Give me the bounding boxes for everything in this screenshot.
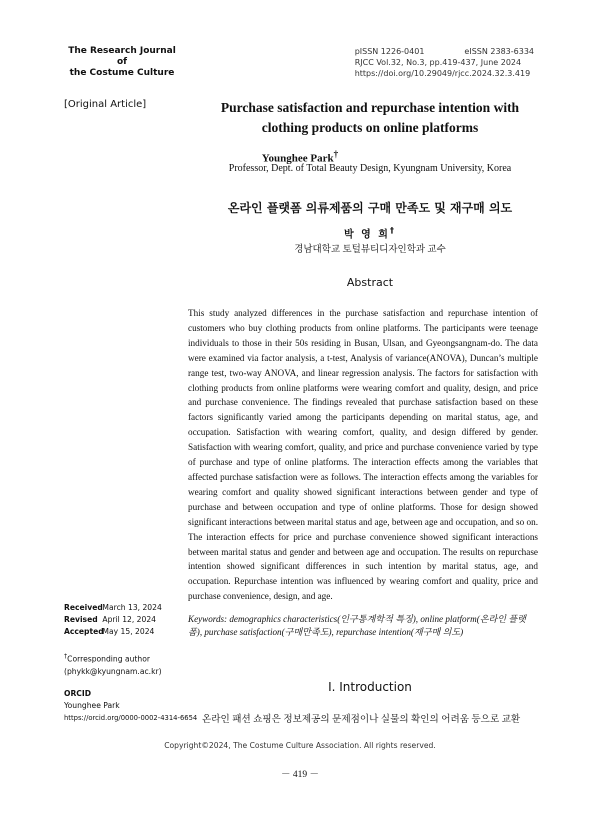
korean-author-name: 박 영 희 [343,229,390,241]
keywords-label: Keywords: [188,614,228,624]
korean-author-mark: † [389,225,397,235]
received-date: March 13, 2024 [102,603,162,612]
received-label: Received [64,603,103,612]
accepted-label: Accepted [64,627,104,636]
korean-author [190,225,550,240]
corresponding-author [64,651,162,678]
issn-block [355,46,534,79]
doi-link[interactable]: https://doi.org/10.29049/rjcc.2024.32.3.419 [354,69,531,78]
author-affiliation: Professor, Dept. of Total Beauty Design, Kyungnam University, Korea [228,163,512,174]
paper-title [190,98,550,138]
journal-name-line2: the Costume Culture [69,68,175,78]
corresponding-label: Corresponding author [67,654,150,664]
corresponding-mark: † [64,653,68,660]
copyright: Copyright©2024, The Costume Culture Association. All rights reserved. [164,741,436,750]
article-type: [Original Article] [64,99,147,110]
page-number: － 419 － [280,770,319,780]
corresponding-email[interactable]: (phykk@kyungnam.ac.kr) [64,666,162,676]
orcid-block [64,688,197,724]
orcid-name: Younghee Park [64,701,120,710]
revised-date: April 12, 2024 [102,615,157,624]
author-mark: † [333,149,339,159]
dates-block [64,602,162,638]
eissn: eISSN 2383-6334 [464,47,534,56]
paper-title-line1: Purchase satisfaction and repurchase intention with [220,100,520,115]
abstract-body: This study analyzed differences in the purchase satisfaction and repurchase intention of customers who buy clothing products from online platforms. The participants were teenage individuals to those in their 50s residing in Busan, Ulsan, and Gyeongsangnam-do. The data were examined via factor analysis, a t-test, Analysis of variance(ANOVA), Duncan’s multiple range test, two-way ANOVA, and linear regression analysis. The factors for satisfaction with clothing products from online platforms were wearing comfort and quality, design, and price and purchase convenience. The findings revealed that purchase satisfaction based on these factors significantly varied among the participants depending on marital status, age, and occupation. Satisfaction with wearing comfort, quality, and design differed by gender. Satisfaction with wearing comfort, quality, and price and purchase convenience varied by type of purchase and type of online platforms. The interaction effects among the variables that affected purchase satisfaction were as follows. The interaction effects among the variables for wearing comfort and quality showed significant interactions between gender and type of purchase and between occupation and type of online platforms. Those for design showed significant interactions between marital status and age, between age and occupation, and so on. The interaction effects for price and purchase convenience showed significant interactions between marital status and gender and between age and occupation. The results on repurchase intention showed significant differences in such intention by marital status, age, and occupation. Repurchase intention was influenced by wearing comfort and quality, price and purchase convenience, design, and age. [188,308,538,602]
abstract-heading: Abstract [346,276,394,289]
journal-name-line1: The Research Journal of [68,46,176,67]
korean-title: 온라인 플랫폼 의류제품의 구매 만족도 및 재구매 의도 [227,201,513,215]
intro-heading: Ⅰ. Introduction [328,680,412,694]
author-name-text: Younghee Park [261,152,334,165]
orcid-link[interactable]: https://orcid.org/0000-0002-4314-6654 [64,714,198,722]
keywords-text: demographics characteristics(인구통계학적 특징), online platform(온라인 플랫폼), purchase satisfaction(구매만족도), repurchase intention(재구매 의도) [188,614,526,637]
citation: RJCC Vol.32, No.3, pp.419-437, June 2024 [354,58,522,67]
intro-first-line: 온라인 패션 쇼핑은 정보제공의 문제점이나 실물의 확인의 어려움 등으로 교환 [202,714,521,725]
orcid-label: ORCID [64,689,92,698]
revised-label: Revised [64,615,98,624]
korean-affiliation: 경남대학교 토털뷰티디자인학과 교수 [294,245,446,255]
journal-name [62,46,182,79]
accepted-date: May 15, 2024 [102,627,155,636]
pissn: pISSN 1226-0401 [354,47,425,56]
keywords [188,613,538,639]
paper-title-line2: clothing products on online platforms [261,120,479,135]
